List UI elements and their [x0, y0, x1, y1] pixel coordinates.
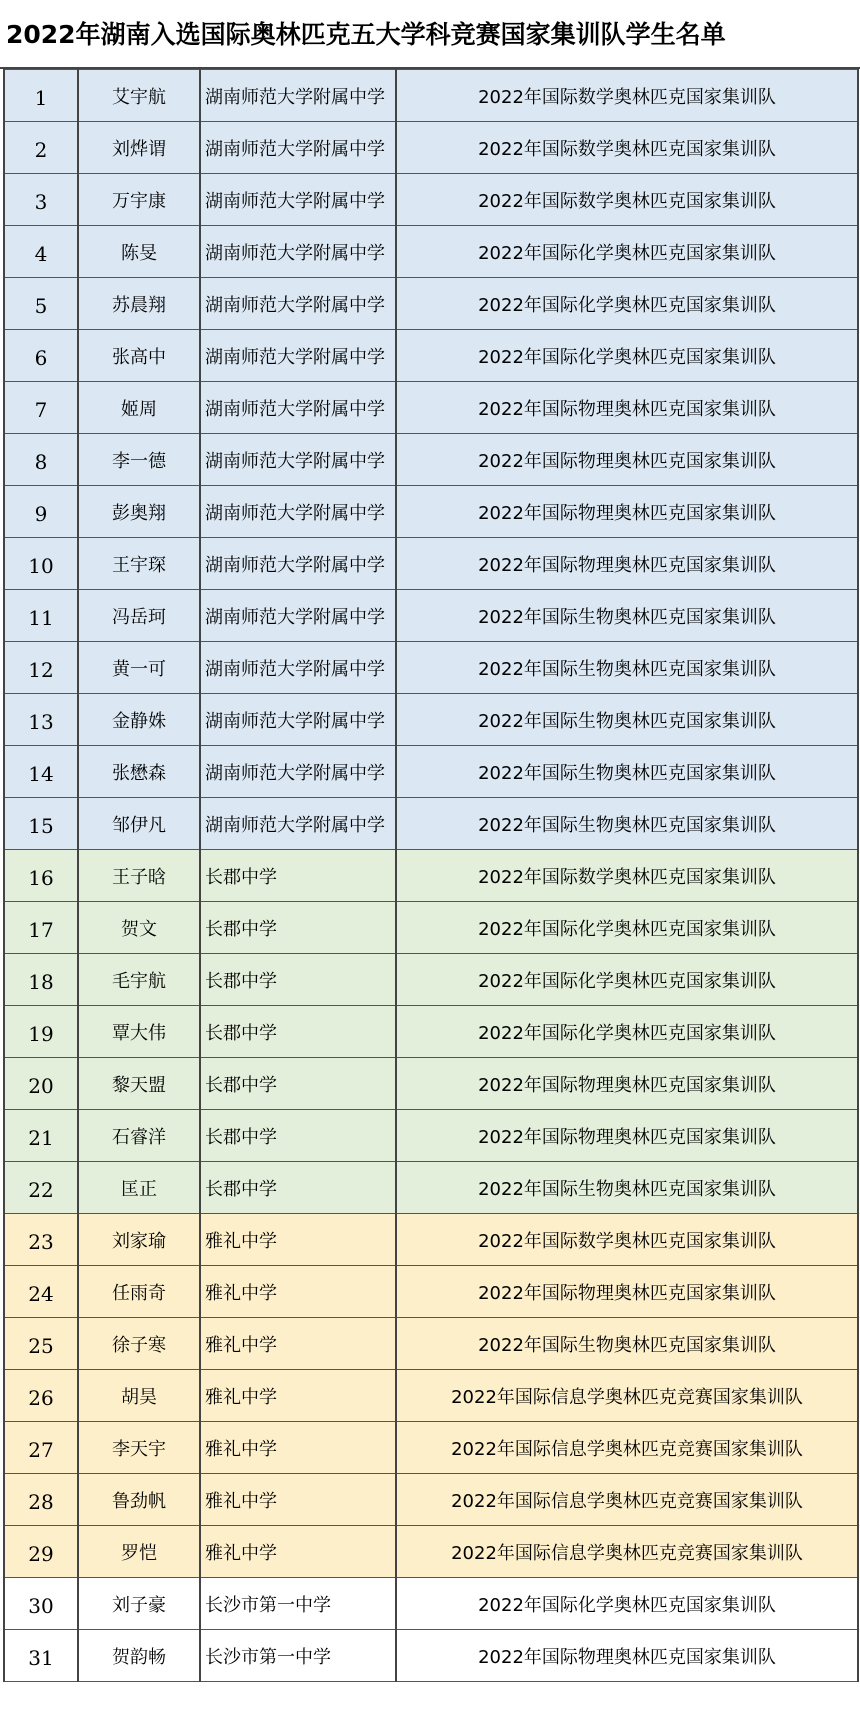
table-row — [4, 850, 858, 902]
school-cell: 湖南师范大学附属中学 — [200, 226, 396, 278]
school-cell: 湖南师范大学附属中学 — [200, 694, 396, 746]
student-name-cell: 金静姝 — [78, 694, 200, 746]
student-name-cell: 彭奥翔 — [78, 486, 200, 538]
team-cell: 2022年国际数学奥林匹克国家集训队 — [396, 1214, 858, 1266]
school-cell: 湖南师范大学附属中学 — [200, 798, 396, 850]
school-cell: 湖南师范大学附属中学 — [200, 746, 396, 798]
student-name-cell: 王子晗 — [78, 850, 200, 902]
row-number-cell: 5 — [4, 278, 78, 330]
student-name-cell: 邹伊凡 — [78, 798, 200, 850]
table-row — [4, 1006, 858, 1058]
team-cell: 2022年国际化学奥林匹克国家集训队 — [396, 226, 858, 278]
student-name-cell: 贺文 — [78, 902, 200, 954]
row-number-cell: 21 — [4, 1110, 78, 1162]
team-cell: 2022年国际数学奥林匹克国家集训队 — [396, 70, 858, 122]
school-cell: 长郡中学 — [200, 902, 396, 954]
team-cell: 2022年国际化学奥林匹克国家集训队 — [396, 1578, 858, 1630]
school-cell: 湖南师范大学附属中学 — [200, 122, 396, 174]
student-name-cell: 毛宇航 — [78, 954, 200, 1006]
row-number-cell: 22 — [4, 1162, 78, 1214]
row-number-cell: 25 — [4, 1318, 78, 1370]
school-cell: 雅礼中学 — [200, 1422, 396, 1474]
row-number-cell: 28 — [4, 1474, 78, 1526]
team-cell: 2022年国际生物奥林匹克国家集训队 — [396, 590, 858, 642]
row-number-cell: 11 — [4, 590, 78, 642]
row-number-cell: 17 — [4, 902, 78, 954]
team-cell: 2022年国际生物奥林匹克国家集训队 — [396, 746, 858, 798]
table-row — [4, 70, 858, 122]
school-cell: 湖南师范大学附属中学 — [200, 486, 396, 538]
table-row — [4, 642, 858, 694]
row-number-cell: 24 — [4, 1266, 78, 1318]
row-number-cell: 14 — [4, 746, 78, 798]
student-name-cell: 石睿洋 — [78, 1110, 200, 1162]
table-row — [4, 1318, 858, 1370]
table-row — [4, 1630, 858, 1682]
student-list-table — [3, 69, 859, 1682]
table-row — [4, 226, 858, 278]
table-row — [4, 798, 858, 850]
student-name-cell: 李一德 — [78, 434, 200, 486]
student-name-cell: 张懋森 — [78, 746, 200, 798]
team-cell: 2022年国际信息学奥林匹克竞赛国家集训队 — [396, 1474, 858, 1526]
student-name-cell: 姬周 — [78, 382, 200, 434]
team-cell: 2022年国际物理奥林匹克国家集训队 — [396, 382, 858, 434]
table-row — [4, 694, 858, 746]
table-row — [4, 174, 858, 226]
row-number-cell: 1 — [4, 70, 78, 122]
student-name-cell: 冯岳珂 — [78, 590, 200, 642]
school-cell: 长郡中学 — [200, 850, 396, 902]
student-name-cell: 张高中 — [78, 330, 200, 382]
table-row — [4, 1370, 858, 1422]
team-cell: 2022年国际信息学奥林匹克竞赛国家集训队 — [396, 1370, 858, 1422]
school-cell: 湖南师范大学附属中学 — [200, 382, 396, 434]
row-number-cell: 20 — [4, 1058, 78, 1110]
table-row — [4, 122, 858, 174]
school-cell: 雅礼中学 — [200, 1474, 396, 1526]
table-row — [4, 278, 858, 330]
student-name-cell: 任雨奇 — [78, 1266, 200, 1318]
team-cell: 2022年国际物理奥林匹克国家集训队 — [396, 434, 858, 486]
table-row — [4, 1422, 858, 1474]
row-number-cell: 4 — [4, 226, 78, 278]
table-row — [4, 590, 858, 642]
table-row — [4, 1474, 858, 1526]
row-number-cell: 3 — [4, 174, 78, 226]
student-name-cell: 陈旻 — [78, 226, 200, 278]
row-number-cell: 29 — [4, 1526, 78, 1578]
school-cell: 雅礼中学 — [200, 1266, 396, 1318]
team-cell: 2022年国际物理奥林匹克国家集训队 — [396, 1110, 858, 1162]
team-cell: 2022年国际化学奥林匹克国家集训队 — [396, 902, 858, 954]
row-number-cell: 12 — [4, 642, 78, 694]
team-cell: 2022年国际化学奥林匹克国家集训队 — [396, 278, 858, 330]
table-row — [4, 1110, 858, 1162]
team-cell: 2022年国际物理奥林匹克国家集训队 — [396, 1058, 858, 1110]
team-cell: 2022年国际化学奥林匹克国家集训队 — [396, 954, 858, 1006]
school-cell: 雅礼中学 — [200, 1214, 396, 1266]
page-title: 2022年湖南入选国际奥林匹克五大学科竞赛国家集训队学生名单 — [0, 0, 860, 69]
table-row — [4, 1578, 858, 1630]
row-number-cell: 19 — [4, 1006, 78, 1058]
table-row — [4, 1162, 858, 1214]
school-cell: 长沙市第一中学 — [200, 1630, 396, 1682]
school-cell: 湖南师范大学附属中学 — [200, 434, 396, 486]
school-cell: 长郡中学 — [200, 954, 396, 1006]
table-row — [4, 1058, 858, 1110]
row-number-cell: 9 — [4, 486, 78, 538]
team-cell: 2022年国际信息学奥林匹克竞赛国家集训队 — [396, 1422, 858, 1474]
team-cell: 2022年国际物理奥林匹克国家集训队 — [396, 486, 858, 538]
school-cell: 雅礼中学 — [200, 1370, 396, 1422]
school-cell: 长郡中学 — [200, 1006, 396, 1058]
row-number-cell: 18 — [4, 954, 78, 1006]
row-number-cell: 7 — [4, 382, 78, 434]
row-number-cell: 27 — [4, 1422, 78, 1474]
student-name-cell: 徐子寒 — [78, 1318, 200, 1370]
school-cell: 湖南师范大学附属中学 — [200, 70, 396, 122]
row-number-cell: 23 — [4, 1214, 78, 1266]
student-name-cell: 王宇琛 — [78, 538, 200, 590]
student-name-cell: 艾宇航 — [78, 70, 200, 122]
student-name-cell: 匡正 — [78, 1162, 200, 1214]
row-number-cell: 16 — [4, 850, 78, 902]
school-cell: 雅礼中学 — [200, 1318, 396, 1370]
team-cell: 2022年国际生物奥林匹克国家集训队 — [396, 642, 858, 694]
table-row — [4, 382, 858, 434]
student-name-cell: 胡昊 — [78, 1370, 200, 1422]
table-row — [4, 1214, 858, 1266]
student-name-cell: 刘家瑜 — [78, 1214, 200, 1266]
team-cell: 2022年国际数学奥林匹克国家集训队 — [396, 850, 858, 902]
school-cell: 长郡中学 — [200, 1162, 396, 1214]
school-cell: 湖南师范大学附属中学 — [200, 642, 396, 694]
student-name-cell: 万宇康 — [78, 174, 200, 226]
team-cell: 2022年国际生物奥林匹克国家集训队 — [396, 1318, 858, 1370]
team-cell: 2022年国际化学奥林匹克国家集训队 — [396, 330, 858, 382]
student-name-cell: 罗恺 — [78, 1526, 200, 1578]
team-cell: 2022年国际数学奥林匹克国家集训队 — [396, 174, 858, 226]
student-name-cell: 鲁劲帆 — [78, 1474, 200, 1526]
school-cell: 湖南师范大学附属中学 — [200, 538, 396, 590]
table-row — [4, 1526, 858, 1578]
student-name-cell: 刘子豪 — [78, 1578, 200, 1630]
row-number-cell: 30 — [4, 1578, 78, 1630]
school-cell: 湖南师范大学附属中学 — [200, 330, 396, 382]
table-row — [4, 954, 858, 1006]
row-number-cell: 31 — [4, 1630, 78, 1682]
table-row — [4, 330, 858, 382]
school-cell: 湖南师范大学附属中学 — [200, 590, 396, 642]
team-cell: 2022年国际化学奥林匹克国家集训队 — [396, 1006, 858, 1058]
row-number-cell: 6 — [4, 330, 78, 382]
table-row — [4, 538, 858, 590]
school-cell: 长郡中学 — [200, 1058, 396, 1110]
student-name-cell: 覃大伟 — [78, 1006, 200, 1058]
row-number-cell: 2 — [4, 122, 78, 174]
table-row — [4, 902, 858, 954]
student-name-cell: 刘烨谓 — [78, 122, 200, 174]
team-cell: 2022年国际物理奥林匹克国家集训队 — [396, 538, 858, 590]
student-name-cell: 贺韵畅 — [78, 1630, 200, 1682]
team-cell: 2022年国际物理奥林匹克国家集训队 — [396, 1266, 858, 1318]
school-cell: 湖南师范大学附属中学 — [200, 174, 396, 226]
school-cell: 雅礼中学 — [200, 1526, 396, 1578]
row-number-cell: 10 — [4, 538, 78, 590]
school-cell: 长郡中学 — [200, 1110, 396, 1162]
team-cell: 2022年国际物理奥林匹克国家集训队 — [396, 1630, 858, 1682]
row-number-cell: 13 — [4, 694, 78, 746]
table-row — [4, 746, 858, 798]
table-row — [4, 486, 858, 538]
team-cell: 2022年国际生物奥林匹克国家集训队 — [396, 798, 858, 850]
school-cell: 长沙市第一中学 — [200, 1578, 396, 1630]
row-number-cell: 8 — [4, 434, 78, 486]
team-cell: 2022年国际信息学奥林匹克竞赛国家集训队 — [396, 1526, 858, 1578]
student-name-cell: 李天宇 — [78, 1422, 200, 1474]
table-body — [4, 70, 858, 1682]
student-name-cell: 苏晨翔 — [78, 278, 200, 330]
table-row — [4, 1266, 858, 1318]
student-name-cell: 黄一可 — [78, 642, 200, 694]
team-cell: 2022年国际数学奥林匹克国家集训队 — [396, 122, 858, 174]
student-name-cell: 黎天盟 — [78, 1058, 200, 1110]
table-row — [4, 434, 858, 486]
row-number-cell: 26 — [4, 1370, 78, 1422]
row-number-cell: 15 — [4, 798, 78, 850]
team-cell: 2022年国际生物奥林匹克国家集训队 — [396, 1162, 858, 1214]
school-cell: 湖南师范大学附属中学 — [200, 278, 396, 330]
team-cell: 2022年国际生物奥林匹克国家集训队 — [396, 694, 858, 746]
